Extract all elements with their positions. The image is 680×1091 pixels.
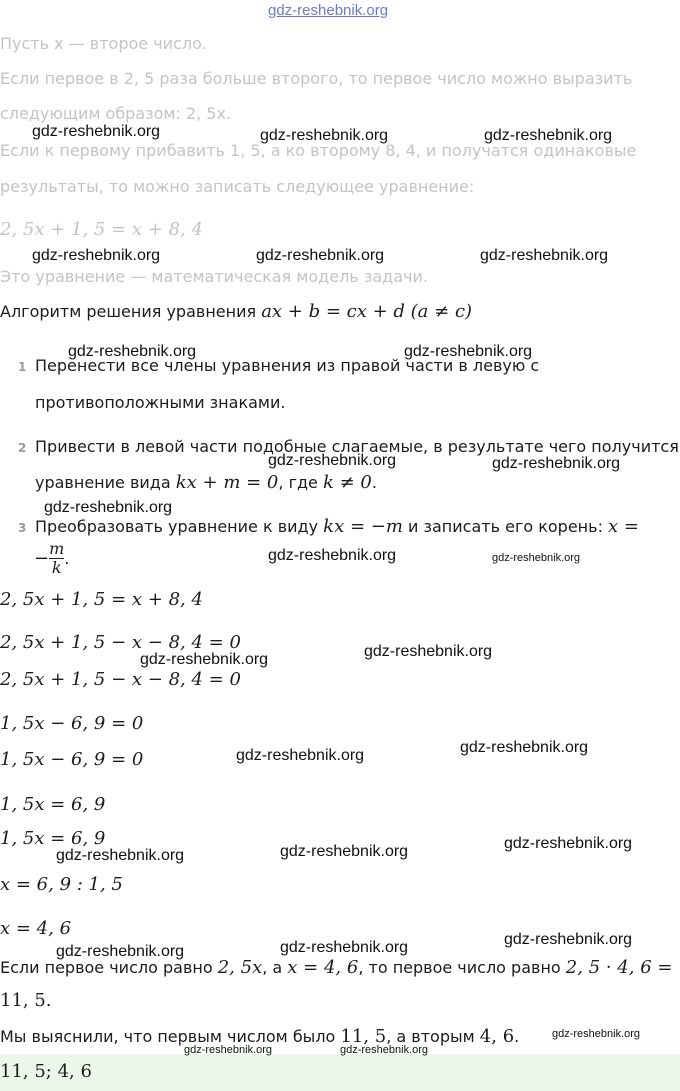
step-3-pre: Преобразовать уравнение к виду	[35, 517, 319, 536]
site-header-link[interactable]: gdz-reshebnik.org	[268, 2, 389, 19]
solution-step-4: 1, 5x − 6, 9 = 0	[0, 713, 144, 734]
step-3-fraction	[49, 540, 64, 577]
step-1-number: 1	[18, 360, 27, 374]
watermark: gdz-reshebnik.org	[56, 847, 185, 864]
step-3-end: .	[64, 549, 70, 568]
solution-step-9: x = 4, 6	[0, 918, 72, 939]
watermark: gdz-reshebnik.org	[68, 343, 197, 360]
fraction-numerator: m	[49, 539, 65, 558]
step-2-math-1: kx + m = 0	[175, 472, 279, 493]
intro-line-3: следующим образом: 2, 5x.	[0, 104, 232, 123]
watermark: gdz-reshebnik.org	[56, 943, 185, 960]
watermark: gdz-reshebnik.org	[184, 1044, 273, 1056]
step-1-line-2: противоположными знаками.	[35, 393, 286, 412]
watermark: gdz-reshebnik.org	[492, 455, 621, 472]
conclusion-pre: Если первое число равно	[0, 958, 213, 977]
algorithm-title-text: Алгоритм решения уравнения	[0, 302, 257, 321]
step-2-pre: уравнение вида	[35, 473, 171, 492]
conclusion-math-3: 2, 5 · 4, 6 =	[565, 957, 673, 978]
solution-step-1: 2, 5x + 1, 5 = x + 8, 4	[0, 589, 203, 610]
step-2-end: .	[371, 473, 377, 492]
step-3-math-1: kx = −m	[323, 516, 403, 537]
conclusion-line-2: 11, 5.	[0, 990, 52, 1011]
step-1-line-1: Перенести все члены уравнения из правой части в левую с	[35, 356, 540, 375]
step-2-number: 2	[18, 441, 27, 455]
watermark: gdz-reshebnik.org	[260, 127, 389, 144]
solution-step-3: 2, 5x + 1, 5 − x − 8, 4 = 0	[0, 669, 241, 690]
watermark: gdz-reshebnik.org	[340, 1044, 429, 1056]
conclusion-3-math-2: 4, 6	[479, 1026, 515, 1047]
intro-line-2: Если первое в 2, 5 раза больше второго, то первое число можно выразить	[0, 69, 633, 88]
watermark: gdz-reshebnik.org	[32, 247, 161, 264]
intro-line-4: Если к первому прибавить 1, 5, а ко второму 8, 4, и получатся одинаковые	[0, 141, 637, 160]
conclusion-3-pre: Мы выяснили, что первым числом было	[0, 1027, 336, 1046]
step-2-mid: , где	[278, 473, 318, 492]
step-3-math-2: x =	[608, 516, 640, 537]
watermark: gdz-reshebnik.org	[280, 843, 409, 860]
watermark: gdz-reshebnik.org	[268, 452, 397, 469]
step-2-line-2	[35, 472, 377, 493]
step-3-number: 3	[18, 521, 27, 535]
step-2-line-1: Привести в левой части подобные слагаемые, в результате чего получится	[35, 437, 679, 456]
intro-line-1: Пусть x — второе число.	[0, 34, 207, 53]
watermark: gdz-reshebnik.org	[484, 127, 613, 144]
intro-equation: 2, 5x + 1, 5 = x + 8, 4	[0, 219, 203, 240]
conclusion-math-2: x = 4, 6	[287, 957, 359, 978]
watermark: gdz-reshebnik.org	[268, 547, 397, 564]
watermark: gdz-reshebnik.org	[552, 1028, 641, 1040]
step-3-mid: и записать его корень:	[408, 517, 603, 536]
algorithm-title	[0, 301, 472, 322]
watermark: gdz-reshebnik.org	[236, 747, 365, 764]
step-3-fraction-line	[34, 540, 69, 577]
watermark: gdz-reshebnik.org	[364, 643, 493, 660]
watermark: gdz-reshebnik.org	[280, 939, 409, 956]
conclusion-math-1: 2, 5x	[217, 957, 263, 978]
conclusion-3-mid: , а вторым	[386, 1027, 475, 1046]
solution-step-2: 2, 5x + 1, 5 − x − 8, 4 = 0	[0, 632, 241, 653]
fraction-denominator: k	[49, 558, 64, 577]
watermark: gdz-reshebnik.org	[140, 651, 269, 668]
answer-value: 11, 5; 4, 6	[0, 1061, 92, 1082]
conclusion-mid: , а	[262, 958, 283, 977]
watermark: gdz-reshebnik.org	[460, 739, 589, 756]
watermark: gdz-reshebnik.org	[504, 835, 633, 852]
solution-step-8: x = 6, 9 : 1, 5	[0, 874, 123, 895]
conclusion-mid-2: , то первое число равно	[358, 958, 561, 977]
step-3-frac-sign: −	[34, 548, 50, 569]
conclusion-3-end: .	[514, 1027, 520, 1046]
watermark: gdz-reshebnik.org	[504, 931, 633, 948]
intro-line-6: Это уравнение — математическая модель задачи.	[0, 267, 428, 286]
solution-step-5: 1, 5x − 6, 9 = 0	[0, 749, 144, 770]
answer-box	[0, 1054, 680, 1091]
conclusion-3-math-1: 11, 5	[340, 1026, 387, 1047]
watermark: gdz-reshebnik.org	[480, 247, 609, 264]
watermark: gdz-reshebnik.org	[256, 247, 385, 264]
watermark: gdz-reshebnik.org	[44, 499, 173, 516]
step-3-line-1	[35, 516, 639, 537]
algorithm-title-math: ax + b = cx + d (a ≠ c)	[261, 301, 473, 322]
step-2-math-2: k ≠ 0	[322, 472, 372, 493]
intro-line-5: результаты, то можно записать следующее уравнение:	[0, 177, 475, 196]
watermark: gdz-reshebnik.org	[32, 123, 161, 140]
solution-step-6: 1, 5x = 6, 9	[0, 794, 106, 815]
solution-step-7: 1, 5x = 6, 9	[0, 828, 106, 849]
watermark: gdz-reshebnik.org	[492, 552, 581, 564]
watermark: gdz-reshebnik.org	[404, 343, 533, 360]
